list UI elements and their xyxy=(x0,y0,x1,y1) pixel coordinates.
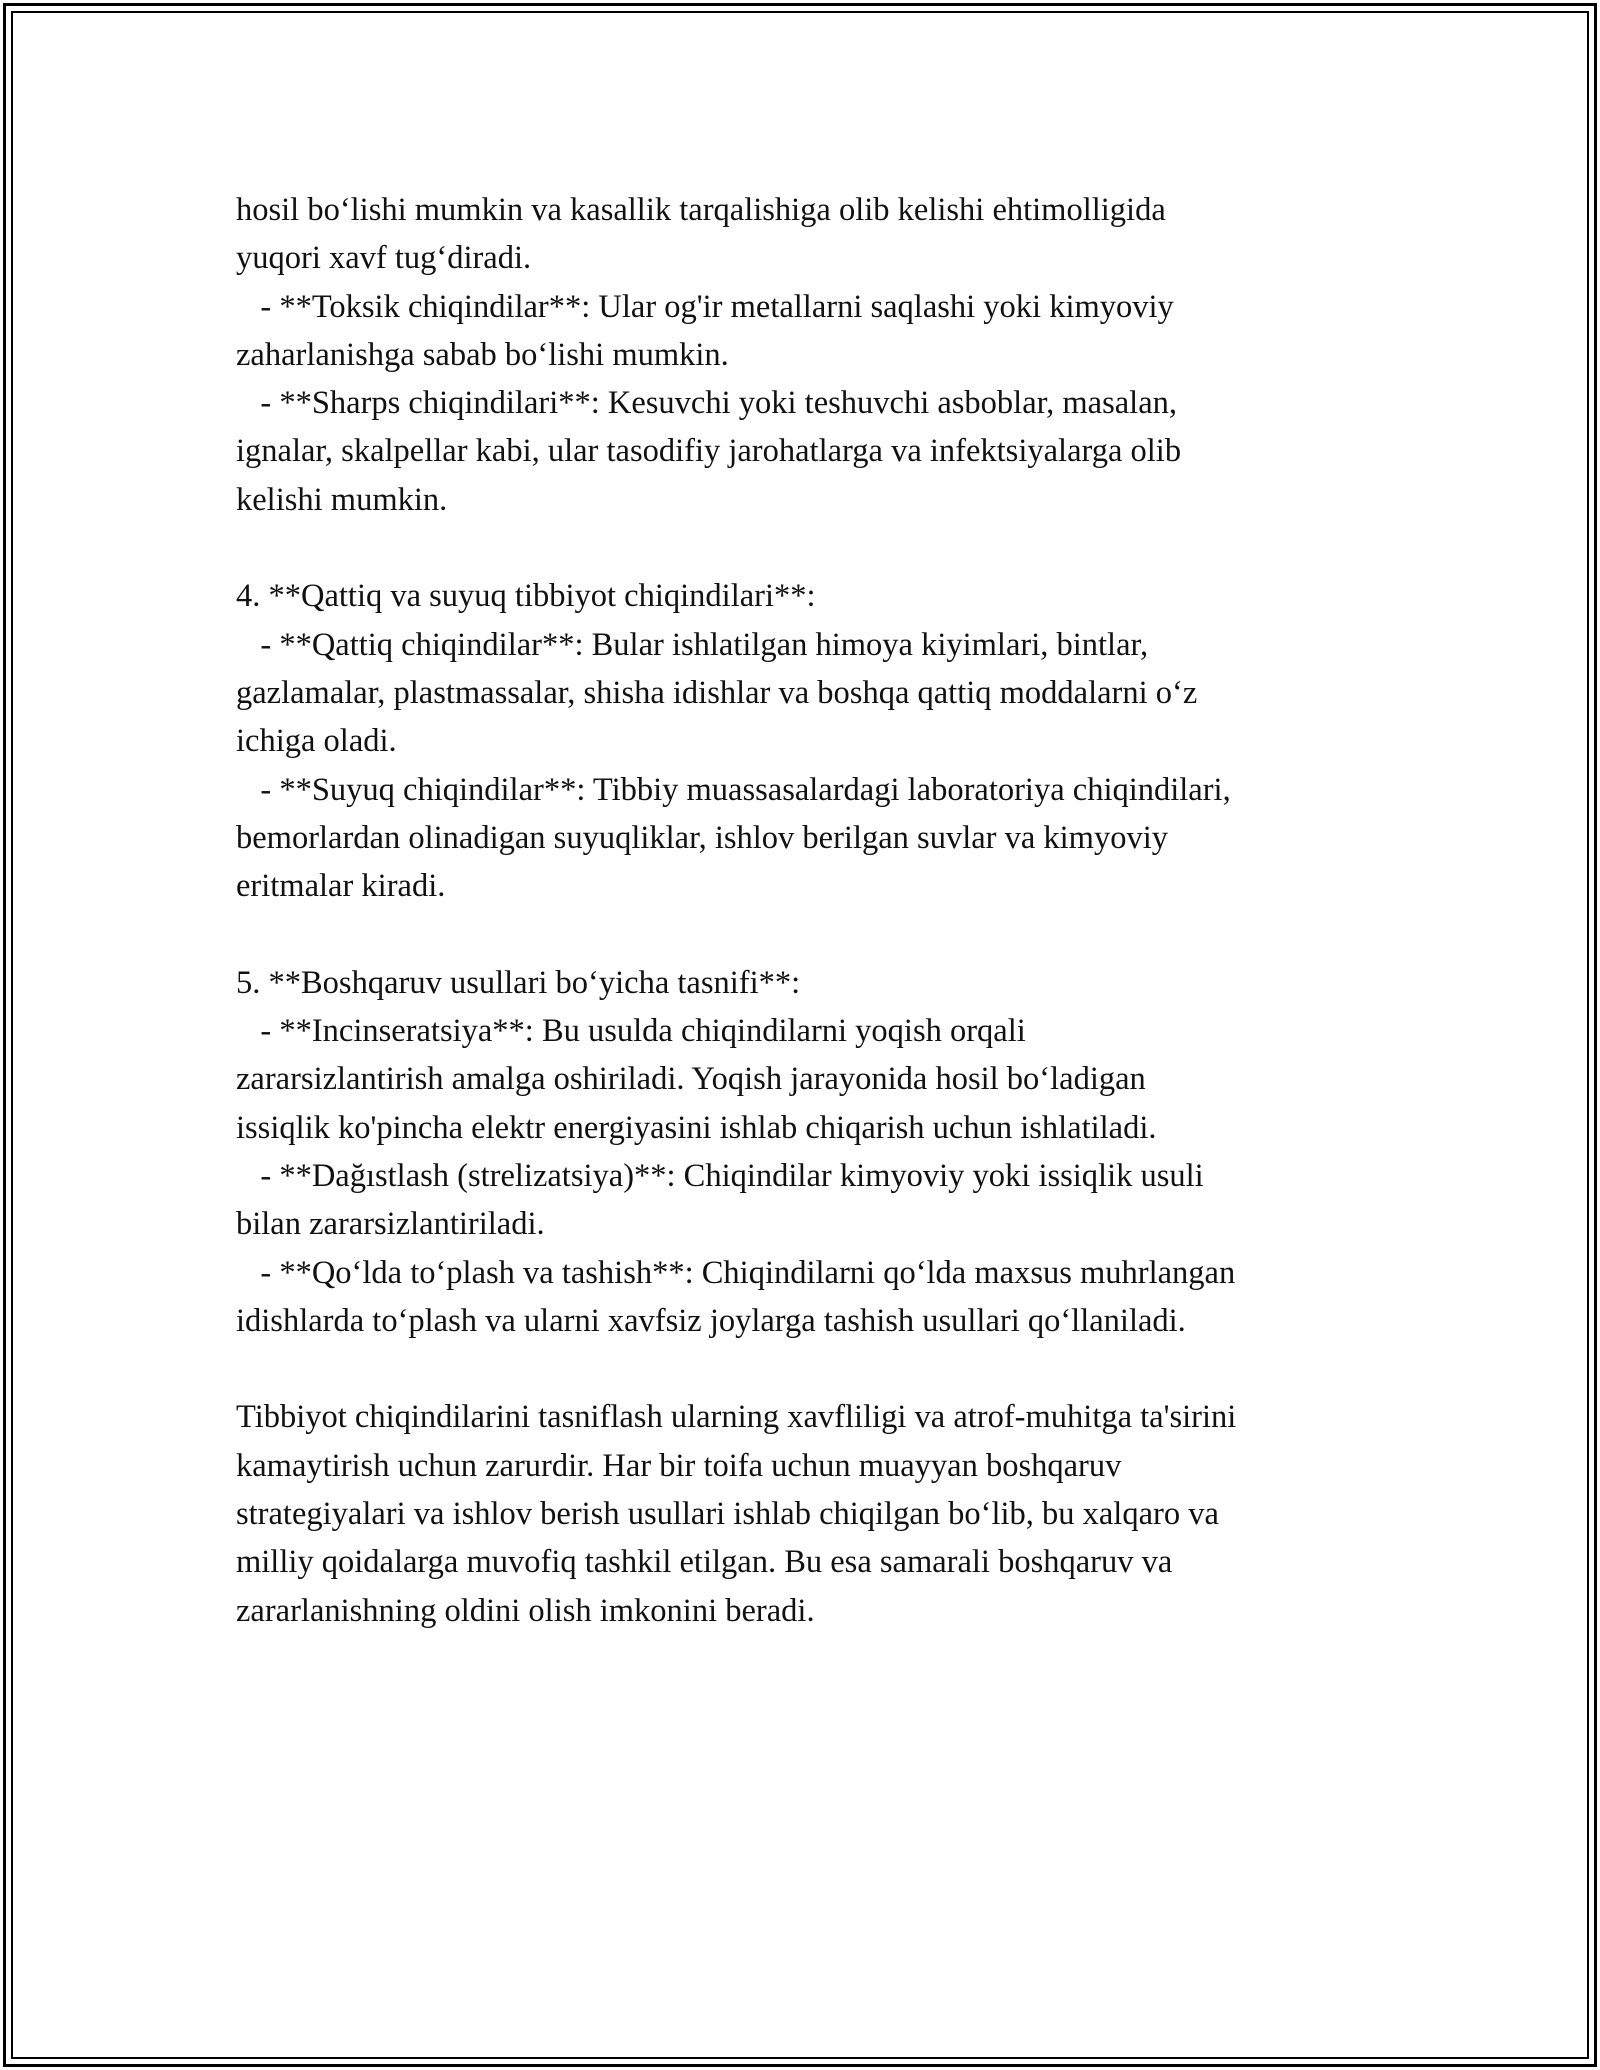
text-line: eritmalar kiradi. xyxy=(236,868,446,905)
text-line: bemorlardan olinadigan suyuqliklar, ishlov berilgan suvlar va kimyoviy xyxy=(236,819,1168,856)
text-line: ichiga oladi. xyxy=(236,723,397,760)
text-line: issiqlik ko'pincha elektr energiyasini ishlab chiqarish uchun ishlatiladi. xyxy=(236,1109,1157,1146)
section-heading: 5. **Boshqaruv usullari bo‘yicha tasnifi**: xyxy=(236,964,801,1001)
text-line: - **Suyuq chiqindilar**: Tibbiy muassasalardagi laboratoriya chiqindilari, xyxy=(236,771,1231,808)
conclusion-line: strategiyalari va ishlov berish usullari ishlab chiqilgan bo‘lib, bu xalqaro va xyxy=(236,1496,1219,1533)
text-line: zaharlanishga sabab bo‘lishi mumkin. xyxy=(236,336,729,373)
text-line: - **Qo‘lda to‘plash va tashish**: Chiqindilarni qo‘lda maxsus muhrlangan xyxy=(236,1254,1236,1291)
section-heading: 4. **Qattiq va suyuq tibbiyot chiqindilari**: xyxy=(236,578,816,615)
conclusion-line: zararlanishning oldini olish imkonini beradi. xyxy=(236,1592,815,1629)
text-line: ignalar, skalpellar kabi, ular tasodifiy jarohatlarga va infektsiyalarga olib xyxy=(236,433,1182,470)
text-line: - **Toksik chiqindilar**: Ular og'ir metallarni saqlashi yoki kimyoviy xyxy=(236,288,1174,325)
text-line: hosil bo‘lishi mumkin va kasallik tarqalishiga olib kelishi ehtimolligida xyxy=(236,192,1166,228)
text-line: - **Dağıstlash (strelizatsiya)**: Chiqindilar kimyoviy yoki issiqlik usuli xyxy=(236,1157,1204,1194)
conclusion-line: Tibbiyot chiqindilarini tasniflash ularning xavfliligi va atrof-muhitga ta'sirini xyxy=(236,1399,1237,1436)
text-line: - **Sharps chiqindilari**: Kesuvchi yoki teshuvchi asboblar, masalan, xyxy=(236,385,1178,422)
blank-line xyxy=(236,1345,1416,1393)
text-line: kelishi mumkin. xyxy=(236,481,448,518)
text-line: gazlamalar, plastmassalar, shisha idishlar va boshqa qattiq moddalarni o‘z xyxy=(236,674,1198,711)
text-line: - **Incinseratsiya**: Bu usulda chiqindilarni yoqish orqali xyxy=(236,1013,1026,1050)
text-line: idishlarda to‘plash va ularni xavfsiz joylarga tashish usullari qo‘llaniladi. xyxy=(236,1302,1186,1339)
conclusion-line: milliy qoidalarga muvofiq tashkil etilgan. Bu esa samarali boshqaruv va xyxy=(236,1544,1173,1581)
text-line: - **Qattiq chiqindilar**: Bular ishlatilgan himoya kiyimlari, bintlar, xyxy=(236,626,1149,663)
blank-line xyxy=(236,524,1416,572)
blank-line xyxy=(236,910,1416,958)
text-line: bilan zararsizlantiriladi. xyxy=(236,1206,545,1243)
text-line: zararsizlantirish amalga oshiriladi. Yoqish jarayonida hosil bo‘ladigan xyxy=(236,1061,1146,1098)
text-line: yuqori xavf tug‘diradi. xyxy=(236,240,532,277)
conclusion-line: kamaytirish uchun zarurdir. Har bir toifa uchun muayyan boshqaruv xyxy=(236,1447,1122,1484)
document-body xyxy=(236,186,1416,1635)
